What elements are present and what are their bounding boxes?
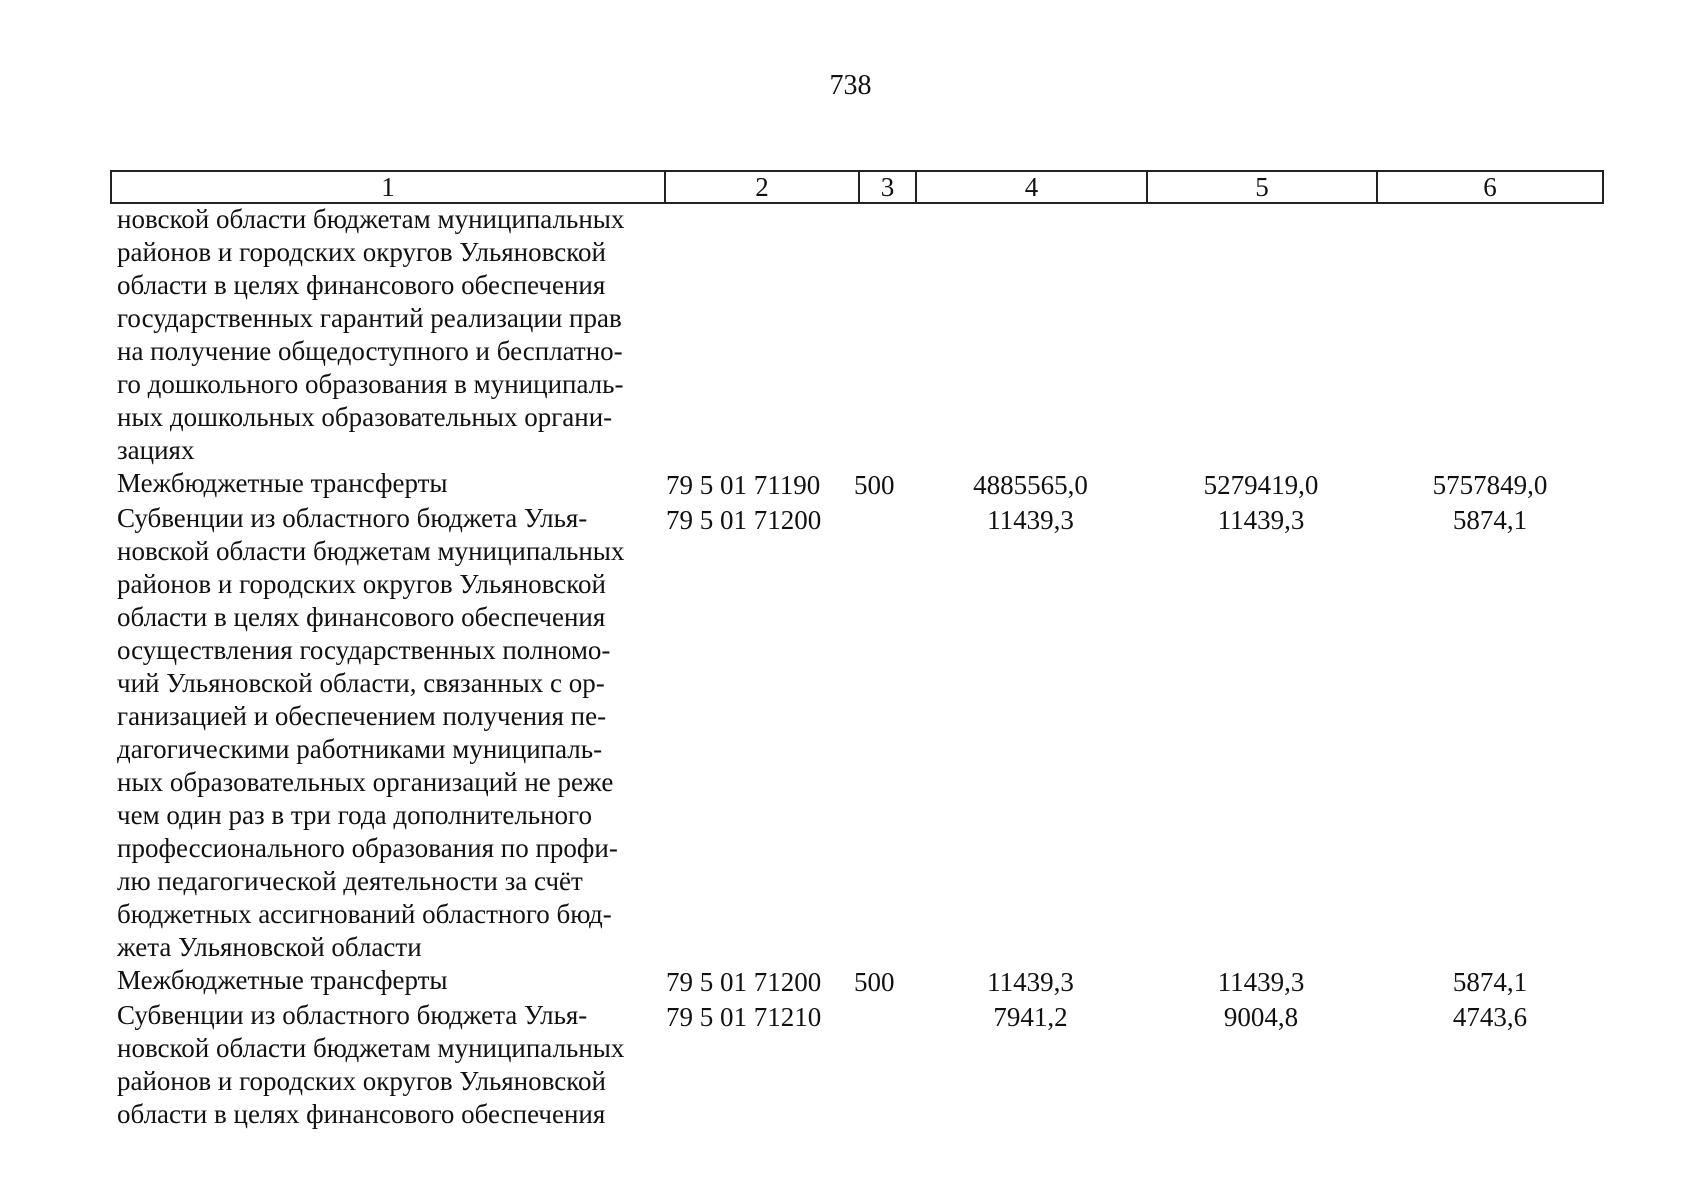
page-number: 738 bbox=[829, 70, 872, 101]
row-value-5: 9004,8 bbox=[1223, 1002, 1299, 1032]
row-description: новской области бюджетам муниципальных районов и городских округов Ульяновской области в целях финансового обеспечения государственных гарантий реализации прав на получение общедоступного и бесплатно- го дошкольного образования в муниципаль- ных дошкольных образовательных органи- зациях bbox=[117, 204, 625, 465]
row-value-6: 5874,1 bbox=[1452, 967, 1528, 997]
row-type: 500 bbox=[854, 967, 895, 997]
header-col-6: 6 bbox=[1483, 172, 1497, 202]
row-value-5: 11439,3 bbox=[1217, 505, 1305, 535]
row-value-4: 4885565,0 bbox=[973, 470, 1088, 500]
row-code: 79 5 01 71200 bbox=[666, 967, 822, 997]
row-value-4: 11439,3 bbox=[987, 505, 1074, 535]
row-value-5: 5279419,0 bbox=[1203, 470, 1319, 500]
table-body bbox=[110, 203, 1604, 1131]
table-row bbox=[110, 999, 1604, 1131]
header-col-5: 5 bbox=[1148, 172, 1378, 202]
row-code: 79 5 01 71210 bbox=[666, 1002, 822, 1032]
row-code: 79 5 01 71200 bbox=[666, 505, 822, 535]
row-value-6: 4743,6 bbox=[1452, 1002, 1528, 1032]
table-row bbox=[110, 502, 1604, 964]
table-row bbox=[110, 467, 1604, 502]
row-description: Межбюджетные трансферты bbox=[117, 965, 448, 995]
row-value-6: 5757849,0 bbox=[1432, 470, 1548, 500]
header-col-1: 1 bbox=[112, 172, 666, 202]
header-col-2: 2 bbox=[666, 172, 860, 202]
row-type: 500 bbox=[854, 470, 895, 500]
header-col-4: 4 bbox=[917, 172, 1148, 202]
row-code: 79 5 01 71190 bbox=[666, 470, 821, 500]
row-value-6: 5874,1 bbox=[1452, 505, 1528, 535]
row-value-4: 7941,2 bbox=[993, 1002, 1068, 1032]
row-value-5: 11439,3 bbox=[1217, 967, 1305, 997]
table-row bbox=[110, 203, 1604, 467]
row-type bbox=[854, 999, 915, 1001]
table-row bbox=[110, 964, 1604, 999]
header-col-3: 3 bbox=[860, 172, 917, 202]
row-description: Субвенции из областного бюджета Улья- новской области бюджетам муниципальных районов и городских округов Ульяновской области в целях финансового обеспечения bbox=[117, 1000, 625, 1129]
row-value-4: 11439,3 bbox=[987, 967, 1074, 997]
row-description: Субвенции из областного бюджета Улья- новской области бюджетам муниципальных районов и городских округов Ульяновской области в целях финансового обеспечения осуществления государственных полномо- чий Ульяновской области, связанных с ор- ганизацией и обеспечением получения пе- дагогическими работниками муниципаль- ных образовательных организаций не реже чем один раз в три года дополнительного профессионального образования по профи- лю педагогической деятельности за счёт бюджетных ассигнований областного бюд- жета Ульяновской области bbox=[117, 503, 625, 962]
table-header bbox=[110, 170, 1604, 204]
row-type bbox=[854, 502, 915, 504]
row-description: Межбюджетные трансферты bbox=[117, 468, 448, 498]
